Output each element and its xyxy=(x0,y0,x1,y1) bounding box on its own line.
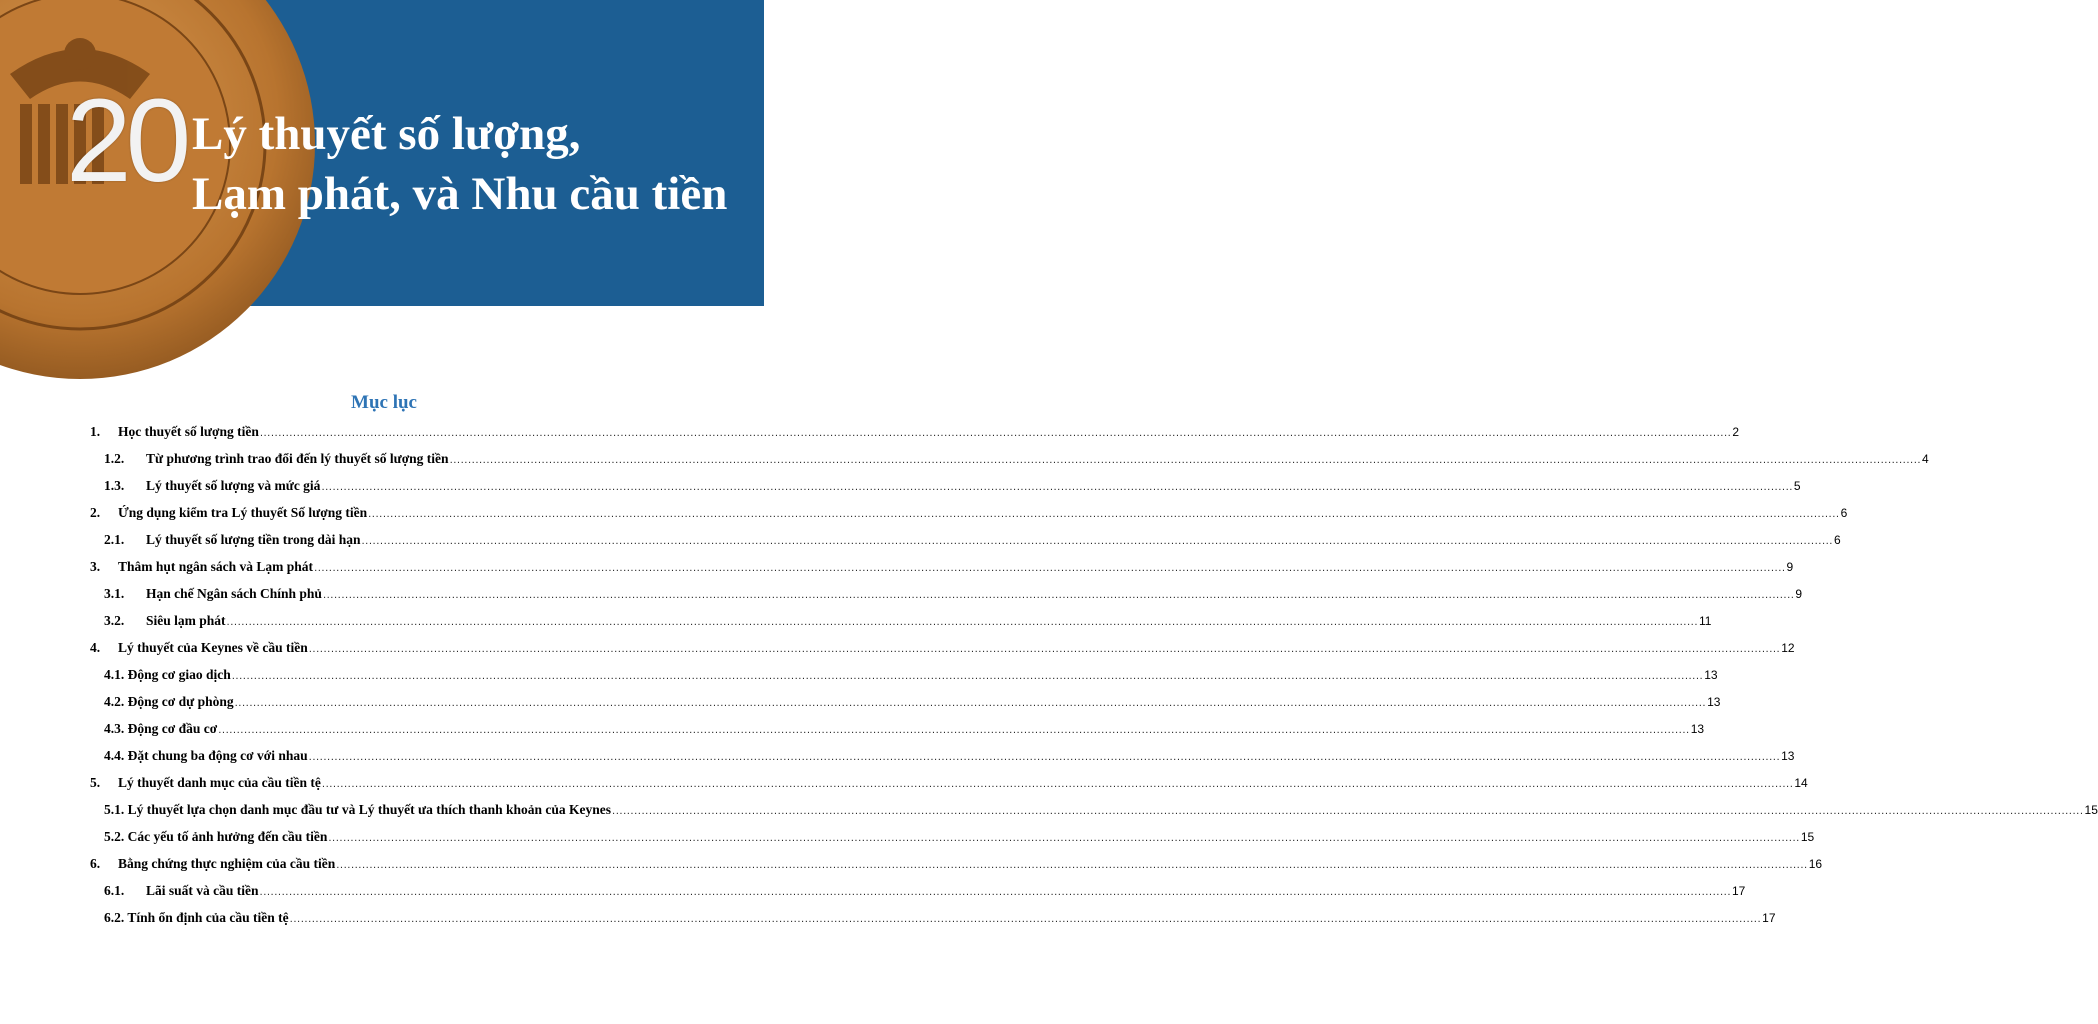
toc-entry-number: 1.2. xyxy=(104,451,125,466)
toc-entry-number: 2. xyxy=(90,505,101,520)
toc-dot-leader: ................................................................................................................................................................................................................................................................................................................................................................................................................ xyxy=(321,482,1793,493)
toc-dot-leader: ................................................................................................................................................................................................................................................................................................................................................................................................................ xyxy=(328,833,1800,844)
toc-entry-page: 4 xyxy=(1922,452,1929,466)
toc-entry-number: 6.1. xyxy=(104,883,125,898)
toc-entry[interactable] xyxy=(104,586,1803,606)
toc-entry-page: 13 xyxy=(1781,749,1795,763)
toc-entry-label: Học thuyết số lượng tiền xyxy=(118,424,259,439)
toc-entry-label: Lý thuyết danh mục của cầu tiền tệ xyxy=(118,775,321,790)
toc-dot-leader: ................................................................................................................................................................................................................................................................................................................................................................................................................ xyxy=(361,536,1833,547)
toc-entry-label: Lý thuyết số lượng tiền trong dài hạn xyxy=(146,532,361,547)
toc-dot-leader: ................................................................................................................................................................................................................................................................................................................................................................................................................ xyxy=(226,617,1699,628)
toc-entry-label: Thâm hụt ngân sách và Lạm phát xyxy=(118,559,314,574)
toc-entry-label: Bằng chứng thực nghiệm của cầu tiền xyxy=(118,856,336,871)
toc-entry-number: 1. xyxy=(90,424,101,439)
toc-entry-label: Siêu lạm phát xyxy=(146,613,226,628)
toc-dot-leader: ................................................................................................................................................................................................................................................................................................................................................................................................................ xyxy=(368,509,1840,520)
toc-entry-page: 2 xyxy=(1732,425,1739,439)
toc-entry[interactable] xyxy=(90,775,1808,795)
toc-entry-page: 12 xyxy=(1781,641,1795,655)
toc-dot-leader: ................................................................................................................................................................................................................................................................................................................................................................................................................ xyxy=(308,752,1781,763)
toc-entry-number: 4. xyxy=(90,640,101,655)
toc-dot-leader: ................................................................................................................................................................................................................................................................................................................................................................................................................ xyxy=(234,698,1707,709)
toc-entry[interactable] xyxy=(90,424,1739,444)
toc-entry[interactable] xyxy=(104,883,1746,903)
toc-entry-page: 9 xyxy=(1786,560,1794,574)
toc-entry-page: 17 xyxy=(1732,884,1746,898)
toc-entry-label: 4.2. Động cơ dự phòng xyxy=(104,694,234,709)
toc-entry-label: Lãi suất và cầu tiền xyxy=(146,883,259,898)
toc-dot-leader: ................................................................................................................................................................................................................................................................................................................................................................................................................ xyxy=(259,887,1731,898)
toc-dot-leader: ................................................................................................................................................................................................................................................................................................................................................................................................................ xyxy=(321,779,1794,790)
toc-entry-label: 4.3. Động cơ đầu cơ xyxy=(104,721,218,736)
toc-entry[interactable] xyxy=(104,478,1801,498)
toc-entry[interactable] xyxy=(104,532,1841,552)
toc-entry[interactable] xyxy=(104,694,1721,714)
toc-entry[interactable] xyxy=(104,910,1776,930)
toc-dot-leader: ................................................................................................................................................................................................................................................................................................................................................................................................................ xyxy=(336,860,1808,871)
toc-entry[interactable] xyxy=(90,559,1794,579)
toc-entry-number: 3.1. xyxy=(104,586,125,601)
toc-entry-label: 5.2. Các yếu tố ảnh hưởng đến cầu tiền xyxy=(104,829,328,844)
toc-entry-label: Từ phương trình trao đổi đến lý thuyết số lượng tiền xyxy=(146,451,449,466)
toc-entry[interactable] xyxy=(104,802,2098,822)
toc-entry-label: Lý thuyết của Keynes về cầu tiền xyxy=(118,640,308,655)
toc-entry-page: 15 xyxy=(1800,830,1815,844)
toc-entry-label: Ứng dụng kiểm tra Lý thuyết Số lượng tiền xyxy=(118,505,368,520)
toc-entry[interactable] xyxy=(90,505,1848,525)
toc-entry-label: 5.1. Lý thuyết lựa chọn danh mục đầu tư và Lý thuyết ưa thích thanh khoản của Keynes xyxy=(104,802,612,817)
toc-entry-page: 13 xyxy=(1690,722,1705,736)
toc-dot-leader: ................................................................................................................................................................................................................................................................................................................................................................................................................ xyxy=(289,914,1762,925)
toc-entry[interactable] xyxy=(104,748,1795,768)
toc-entry-page: 14 xyxy=(1794,776,1808,790)
toc-entry-page: 15 xyxy=(2084,803,2098,817)
toc-dot-leader: ................................................................................................................................................................................................................................................................................................................................................................................................................ xyxy=(612,806,2084,817)
toc-dot-leader: ................................................................................................................................................................................................................................................................................................................................................................................................................ xyxy=(449,455,1922,466)
chapter-banner xyxy=(2,0,764,306)
toc-entry-page: 16 xyxy=(1808,857,1823,871)
toc-entry-page: 9 xyxy=(1795,587,1803,601)
toc-entry-number: 1.3. xyxy=(104,478,125,493)
toc-entry-number: 3. xyxy=(90,559,101,574)
chapter-title xyxy=(192,104,727,224)
toc-entry-number: 6. xyxy=(90,856,101,871)
toc-dot-leader: ................................................................................................................................................................................................................................................................................................................................................................................................................ xyxy=(218,725,1690,736)
chapter-number: 20 xyxy=(66,75,186,207)
toc-entry-label: 6.2. Tính ổn định của cầu tiền tệ xyxy=(104,910,289,925)
toc-entry-number: 5. xyxy=(90,775,101,790)
toc-dot-leader: ................................................................................................................................................................................................................................................................................................................................................................................................................ xyxy=(314,563,1786,574)
toc-entry-page: 6 xyxy=(1840,506,1848,520)
toc-entry[interactable] xyxy=(90,856,1823,876)
toc-entry[interactable] xyxy=(104,613,1712,633)
toc-entry-number: 3.2. xyxy=(104,613,125,628)
toc-entry[interactable] xyxy=(104,451,1929,471)
toc-entry[interactable] xyxy=(104,721,1705,741)
toc-entry-number: 2.1. xyxy=(104,532,125,547)
toc-entry[interactable] xyxy=(104,829,1815,849)
toc-entry-page: 6 xyxy=(1833,533,1841,547)
toc-entry-label: Hạn chế Ngân sách Chính phủ xyxy=(146,586,322,601)
toc-entry-page: 11 xyxy=(1699,614,1712,628)
toc-entry-page: 13 xyxy=(1707,695,1721,709)
toc-entry[interactable] xyxy=(90,640,1795,660)
toc-dot-leader: ................................................................................................................................................................................................................................................................................................................................................................................................................ xyxy=(322,590,1795,601)
chapter-title-line1: Lý thuyết số lượng, xyxy=(192,108,581,160)
toc-dot-leader: ................................................................................................................................................................................................................................................................................................................................................................................................................ xyxy=(259,428,1732,439)
toc-heading: Mục lục xyxy=(351,392,417,413)
toc-entry-label: 4.1. Động cơ giao dịch xyxy=(104,667,231,682)
toc-dot-leader: ................................................................................................................................................................................................................................................................................................................................................................................................................ xyxy=(231,671,1704,682)
toc-entry-page: 5 xyxy=(1793,479,1801,493)
toc-entry-label: 4.4. Đặt chung ba động cơ với nhau xyxy=(104,748,308,763)
toc-dot-leader: ................................................................................................................................................................................................................................................................................................................................................................................................................ xyxy=(308,644,1781,655)
toc-entry-label: Lý thuyết số lượng và mức giá xyxy=(146,478,321,493)
toc-entry-page: 17 xyxy=(1762,911,1776,925)
chapter-title-line2: Lạm phát, và Nhu cầu tiền xyxy=(192,168,728,220)
toc-entry-page: 13 xyxy=(1704,668,1718,682)
toc-entry[interactable] xyxy=(104,667,1718,687)
